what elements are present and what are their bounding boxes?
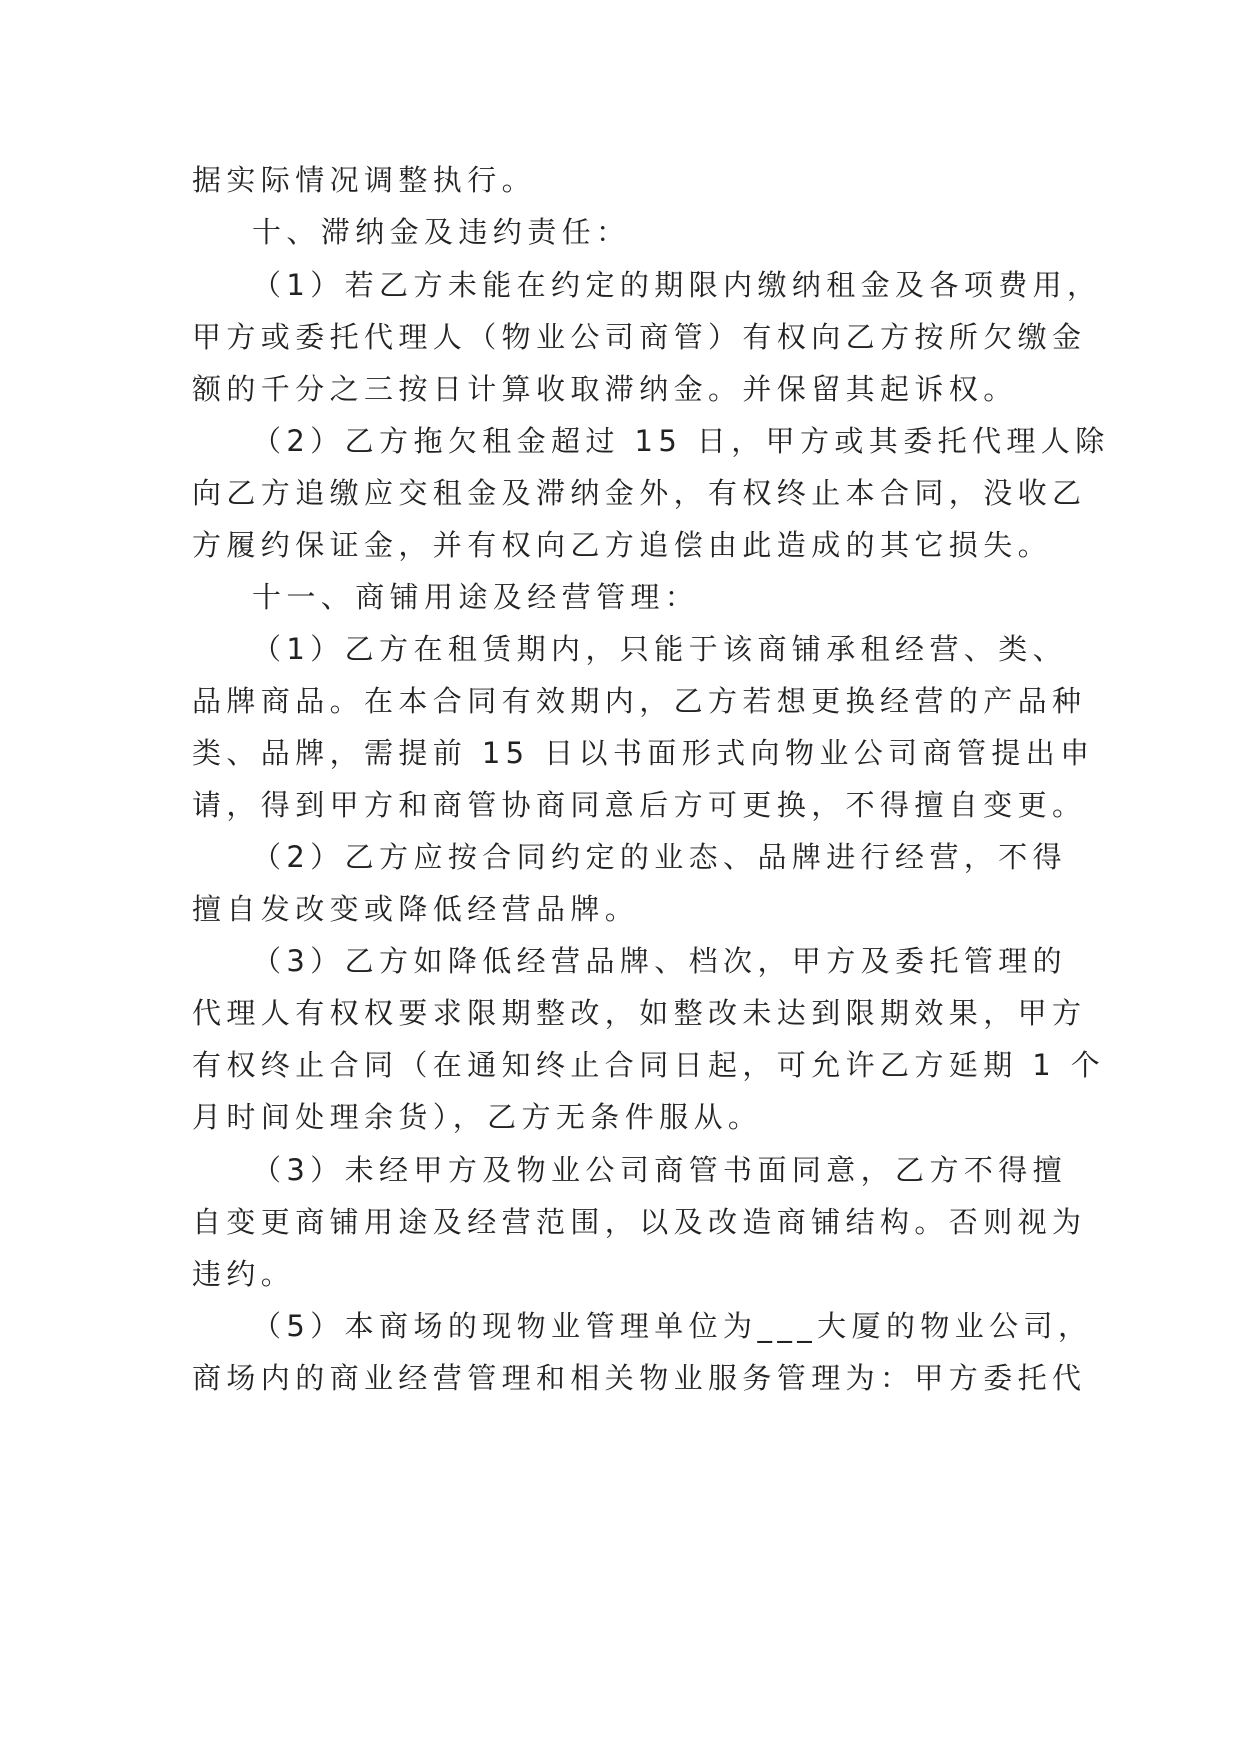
text-line: 有权终止合同（在通知终止合同日起，可允许乙方延期 1 个 <box>192 1048 1106 1082</box>
section-heading: 十一、商铺用途及经营管理： <box>252 580 700 614</box>
text-line: 据实际情况调整执行。 <box>192 163 537 197</box>
text-line: 擅自发改变或降低经营品牌。 <box>192 892 640 926</box>
text-line: 甲方或委托代理人（物业公司商管）有权向乙方按所欠缴金 <box>192 320 1087 354</box>
text-line: 额的千分之三按日计算收取滞纳金。并保留其起诉权。 <box>192 372 1018 406</box>
text-line: （3）未经甲方及物业公司商管书面同意，乙方不得擅 <box>252 1153 1068 1187</box>
text-line: 向乙方追缴应交租金及滞纳金外，有权终止本合同，没收乙 <box>192 476 1087 510</box>
text-line: （3）乙方如降低经营品牌、档次，甲方及委托管理的 <box>252 944 1068 978</box>
text-line: 类、品牌，需提前 15 日以书面形式向物业公司商管提出申 <box>192 736 1095 770</box>
text-line: （1）乙方在租赁期内，只能于该商铺承租经营、类、 <box>252 632 1068 666</box>
text-line: （2）乙方应按合同约定的业态、品牌进行经营，不得 <box>252 840 1068 874</box>
text-line: 品牌商品。在本合同有效期内，乙方若想更换经营的产品种 <box>192 684 1087 718</box>
text-line: 方履约保证金，并有权向乙方追偿由此造成的其它损失。 <box>192 528 1053 562</box>
text-line: 违约。 <box>192 1257 296 1291</box>
text-line: （5）本商场的现物业管理单位为___大厦的物业公司， <box>252 1309 1093 1343</box>
text-line: 商场内的商业经营管理和相关物业服务管理为：甲方委托代 <box>192 1361 1087 1395</box>
text-line: （2）乙方拖欠租金超过 15 日，甲方或其委托代理人除 <box>252 424 1110 458</box>
text-line: 月时间处理余货），乙方无条件服从。 <box>192 1100 763 1134</box>
text-line: 代理人有权权要求限期整改，如整改未达到限期效果，甲方 <box>192 996 1087 1030</box>
section-heading: 十、滞纳金及违约责任： <box>252 215 631 249</box>
text-line: （1）若乙方未能在约定的期限内缴纳租金及各项费用， <box>252 268 1102 302</box>
text-line: 请，得到甲方和商管协商同意后方可更换，不得擅自变更。 <box>192 788 1087 822</box>
text-line: 自变更商铺用途及经营范围，以及改造商铺结构。否则视为 <box>192 1205 1087 1239</box>
